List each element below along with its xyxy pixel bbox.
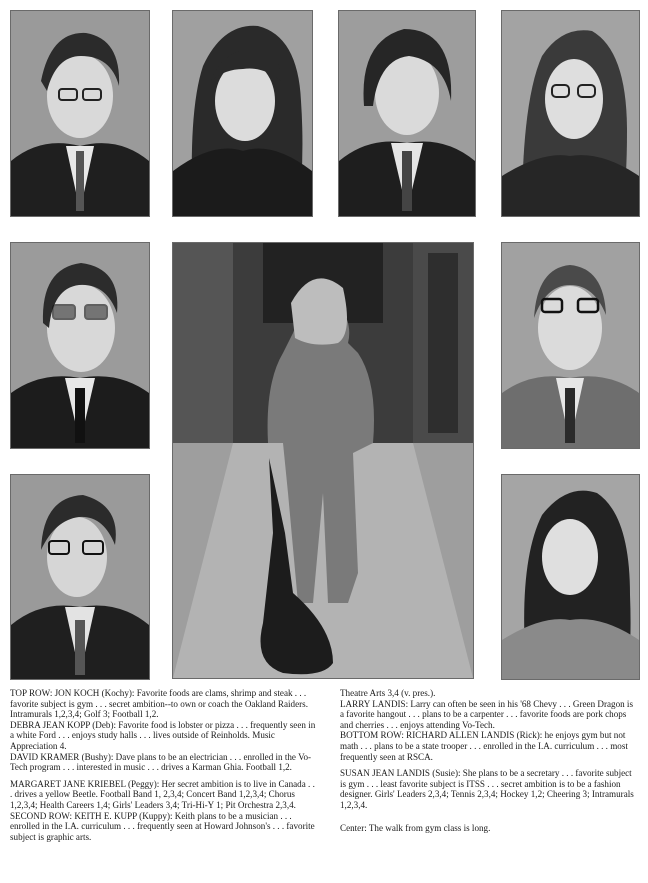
portrait-debra-jean-kopp bbox=[172, 10, 313, 217]
portrait-larry-landis bbox=[501, 242, 640, 449]
caption-center-photo: Center: The walk from gym class is long. bbox=[340, 822, 491, 833]
caption-keith-kupp: SECOND ROW: KEITH E. KUPP (Kuppy): Keith plans to be a musician . . . enrolled in the I.A. curriculum . . . frequently seen at Howard Johnson's . . . favorite subject is graphic arts. bbox=[10, 810, 315, 842]
portrait-jon-koch bbox=[10, 10, 150, 217]
caption-debra-jean-kopp: DEBRA JEAN KOPP (Deb): Favorite food is lobster or pizza . . . frequently seen in a white Ford . . . enjoys study halls . . . lives outside of Reinholds. Music Appreciation 4. bbox=[10, 719, 316, 751]
caption-david-kramer: DAVID KRAMER (Bushy): Dave plans to be an electrician . . . enrolled in the Vo-Tech program . . . interested in music . . . drives a Karman Ghia. Football 1,2. bbox=[10, 751, 312, 773]
portrait-david-kramer bbox=[338, 10, 476, 217]
portrait-keith-kupp bbox=[10, 242, 150, 449]
caption-jon-koch: TOP ROW: JON KOCH (Kochy): Favorite foods are clams, shrimp and steak . . . favorite subject is gym . . . secret ambition--to own or coach the Oakland Raiders. Intramurals 1,2,3,4; Golf 3; Football 1,2. bbox=[10, 688, 308, 720]
portrait-susan-jean-landis bbox=[501, 474, 640, 680]
portrait-richard-allen-landis bbox=[10, 474, 150, 680]
caption-susan-jean-landis: SUSAN JEAN LANDIS (Susie): She plans to be a secretary . . . favorite subject is gym . . . least favorite subject is ITSS . . . secret ambition is to be a fashion designer. Girls' Leaders 2,3,4; Tennis 2,3,4; Hockey 1,2; Cheering 3; Intramurals 1,2,3,4. bbox=[340, 768, 634, 810]
captions-left-column bbox=[10, 688, 316, 842]
caption-larry-landis: LARRY LANDIS: Larry can often be seen in his '68 Chevy . . . Green Dragon is a favorite hangout . . . plans to be a carpenter . . . favorite foods are pork chops and cherries . . . enjoys attending Vo-Tech. bbox=[340, 698, 633, 730]
caption-margaret-jane-kriebel: MARGARET JANE KRIEBEL (Peggy): Her secret ambition is to live in Canada . . . drives a yellow Beetle. Football Band 1, 2,3,4; Concert Band 1,2,3,4; Chorus 1,2,3,4; Health Careers 1,4; Girls' Leaders 3,4; Tri-Hi-Y 1; Pit Orchestra 2,3,4. bbox=[10, 778, 315, 810]
captions-right-column bbox=[340, 688, 638, 833]
portrait-margaret-jane-kriebel bbox=[501, 10, 640, 217]
caption-theatre-arts: Theatre Arts 3,4 (v. pres.). bbox=[340, 688, 436, 698]
caption-richard-allen-landis: BOTTOM ROW: RICHARD ALLEN LANDIS (Rick): he enjoys gym but not math . . . plans to be a state trooper . . . enrolled in the I.A. curriculum . . . most frequently seen at RSCA. bbox=[340, 730, 628, 762]
center-photo-walk-from-gym bbox=[172, 242, 474, 679]
